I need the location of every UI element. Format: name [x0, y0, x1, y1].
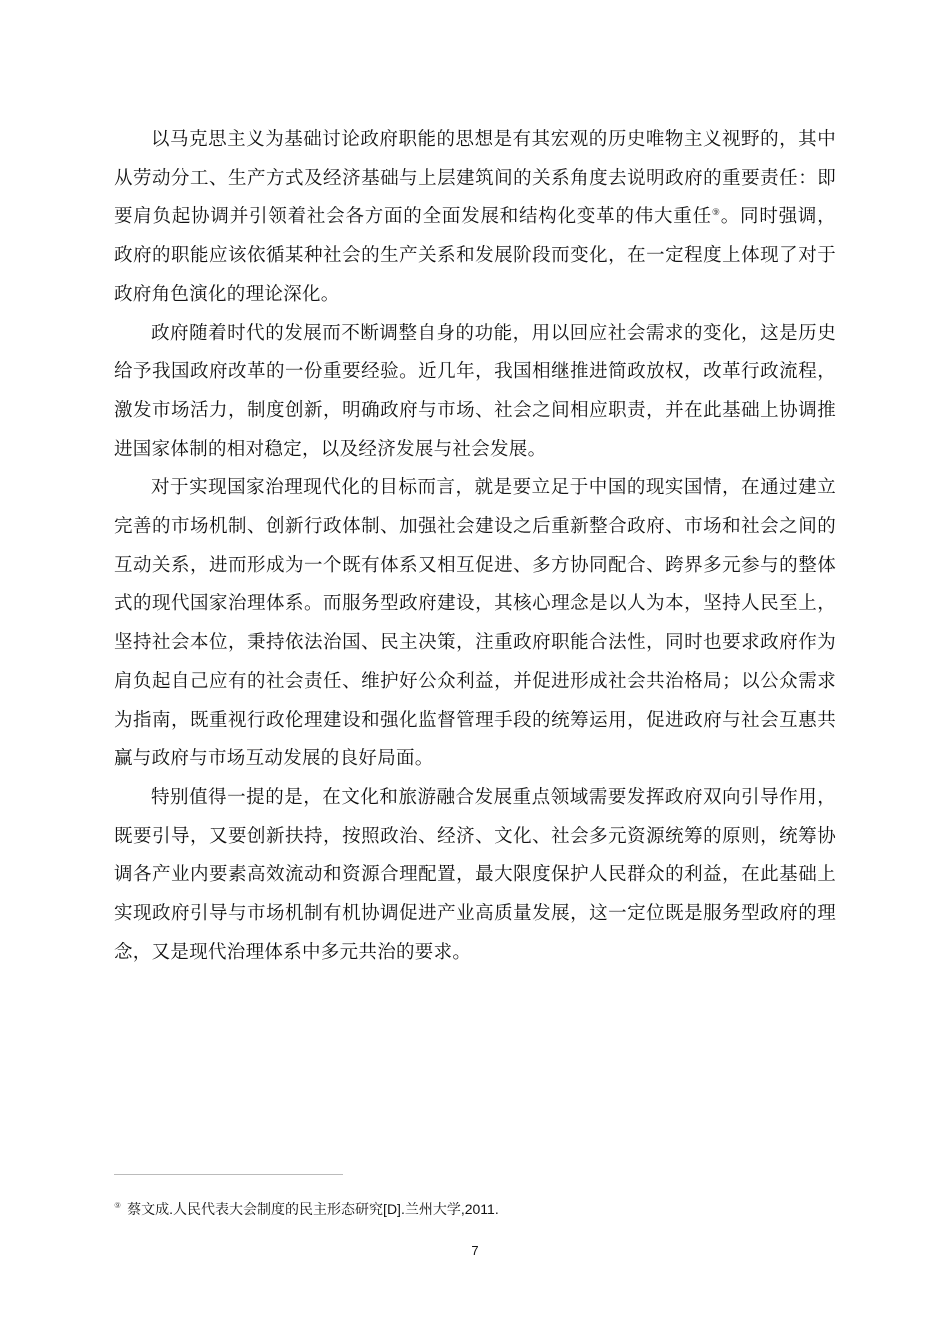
paragraph-1: [114, 121, 836, 315]
footnote: [114, 1199, 499, 1219]
body-text: [114, 121, 836, 972]
paragraph-1-text-before-note: 以马克思主义为基础讨论政府职能的思想是有其宏观的历史唯物主义视野的，其中从劳动分工、生产方式及经济基础与上层建筑间的关系角度去说明政府的重要责任：即要肩负起协调并引领着社会各方面的全面发展和结构化变革的伟大重任: [114, 129, 836, 228]
paragraph-3: 对于实现国家治理现代化的目标而言，就是要立足于中国的现实国情，在通过建立完善的市场机制、创新行政体制、加强社会建设之后重新整合政府、市场和社会之间的互动关系，进而形成为一个既有体系又相互促进、多方协同配合、跨界多元参与的整体式的现代国家治理体系。而服务型政府建设，其核心理念是以人为本，坚持人民至上，坚持社会本位，秉持依法治国、民主决策，注重政府职能合法性，同时也要求政府作为肩负起自己应有的社会责任、维护好公众利益，并促进形成社会共治格局；以公众需求为指南，既重视行政伦理建设和强化监督管理手段的统筹运用，促进政府与社会互惠共赢与政府与市场互动发展的良好局面。: [114, 477, 836, 770]
footnote-text: 蔡文成.人民代表大会制度的民主形态研究[D].兰州大学,2011.: [127, 1201, 499, 1217]
footnote-separator: [114, 1174, 343, 1175]
paragraph-1-text-after-note: 。同时强调，政府的职能应该依循某种社会的生产关系和发展阶段而变化，在一定程度上体现了对于政府角色演化的理论深化。: [114, 206, 836, 305]
footnote-reference-mark: ⑨: [711, 208, 721, 219]
paragraph-4: 特别值得一提的是，在文化和旅游融合发展重点领域需要发挥政府双向引导作用，既要引导，又要创新扶持，按照政治、经济、文化、社会多元资源统筹的原则，统筹协调各产业内要素高效流动和资源合理配置，最大限度保护人民群众的利益，在此基础上实现政府引导与市场机制有机协调促进产业高质量发展，这一定位既是服务型政府的理念，又是现代治理体系中多元共治的要求。: [114, 786, 836, 963]
page-number: 7: [471, 1243, 479, 1258]
paragraph-2: 政府随着时代的发展而不断调整自身的功能，用以回应社会需求的变化，这是历史给予我国政府改革的一份重要经验。近几年，我国相继推进简政放权，改革行政流程，激发市场活力，制度创新，明确政府与市场、社会之间相应职责，并在此基础上协调推进国家体制的相对稳定，以及经济发展与社会发展。: [114, 322, 836, 460]
footnote-mark: ⑨: [114, 1201, 122, 1211]
